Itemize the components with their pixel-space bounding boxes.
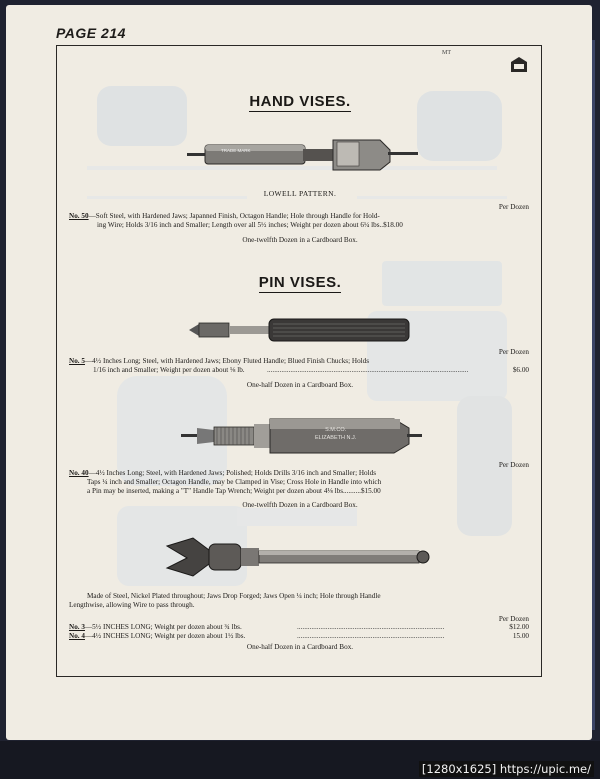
pin-vise-5-price: $6.00 bbox=[512, 366, 529, 374]
nickel-pin-vise-description: Made of Steel, Nickel Plated throughout; Jaws Drop Forged; Jaws Open ¼ inch; Hole through Handle bbox=[87, 592, 381, 600]
nickel-pin-vise-per-dozen: Per Dozen bbox=[498, 615, 529, 623]
nickel-pin-vise-description-2: Lengthwise, allowing Wire to pass through. bbox=[69, 601, 195, 609]
price-no-4: 15.00 bbox=[512, 632, 529, 640]
pin-vise-5-description: No. 5—4½ Inches Long; Steel, with Hardened Jaws; Ebony Fluted Handle; Blued Finish Chucks; Holds bbox=[69, 357, 370, 365]
price-no-3: $12.00 bbox=[509, 623, 529, 631]
page-frame bbox=[56, 45, 542, 677]
hand-vise-description: No. 50—Soft Steel, with Hardened Jaws; Japanned Finish, Octagon Handle; Hole through Handle for Hold- bbox=[69, 212, 380, 220]
corner-mark: MT bbox=[442, 50, 451, 56]
pin-vise-40-per-dozen: Per Dozen bbox=[498, 461, 529, 469]
price-row-no-4: No. 4—4½ INCHES LONG; Weight per dozen about 1½ lbs. bbox=[69, 632, 246, 640]
page-number: PAGE 214 bbox=[56, 25, 126, 41]
pin-vise-40-description-2: Taps ¼ inch and Smaller; Octagon Handle, may be Clamped in Vise; Cross Hole in Handle into which bbox=[87, 478, 382, 486]
item-number: No. 5 bbox=[69, 357, 85, 365]
pin-vises-title: PIN VISES. bbox=[258, 274, 342, 291]
price-row-no-3: No. 3—5½ INCHES LONG; Weight per dozen about ¾ lbs. bbox=[69, 623, 242, 631]
leader-dots: .................................................................................. bbox=[297, 632, 445, 640]
item-number: No. 50 bbox=[69, 212, 89, 220]
leader-dots: ................................................................................................................ bbox=[267, 366, 469, 374]
pin-vise-40-description: No. 40—4½ Inches Long; Steel, with Hardened Jaws; Polished; Holds Drills 3/16 inch and Smaller; Holds bbox=[69, 469, 377, 477]
item-number: No. 40 bbox=[69, 469, 89, 477]
lowell-pattern-caption: LOWELL PATTERN. bbox=[263, 189, 337, 198]
hand-vise-description-2: ing Wire; Holds 3/16 inch and Smaller; Length over all 5½ inches; Weight per dozen about 6¼ lbs..$18.00 bbox=[97, 221, 403, 229]
lowell-hand-vise-illustration bbox=[185, 132, 425, 178]
smco-stamp: S.M.CO. ELIZABETH N.J. bbox=[315, 427, 357, 441]
nickel-pin-vise-box-note: One-half Dozen in a Cardboard Box. bbox=[246, 643, 354, 651]
hand-vise-trademark-stamp: TRADE MARK bbox=[221, 148, 251, 153]
smco-pin-vise-illustration bbox=[179, 416, 429, 456]
leader-dots: .................................................................................. bbox=[297, 623, 445, 631]
brand-logo-icon bbox=[510, 56, 528, 74]
pin-vise-40-box-note: One-twelfth Dozen in a Cardboard Box. bbox=[242, 501, 358, 509]
item-number: No. 4 bbox=[69, 632, 85, 640]
item-number: No. 3 bbox=[69, 623, 85, 631]
fluted-pin-vise-illustration bbox=[187, 316, 417, 344]
image-watermark: [1280x1625] https://upic.me/ bbox=[419, 761, 594, 777]
hand-vise-box-note: One-twelfth Dozen in a Cardboard Box. bbox=[242, 236, 358, 244]
pin-vise-5-box-note: One-half Dozen in a Cardboard Box. bbox=[246, 381, 354, 389]
hand-vises-title: HAND VISES. bbox=[249, 93, 351, 110]
pin-vise-5-description-2: 1/16 inch and Smaller; Weight per dozen about ⅛ lb. bbox=[93, 366, 245, 374]
hand-vise-per-dozen: Per Dozen bbox=[498, 203, 529, 211]
nickel-pin-vise-illustration bbox=[165, 532, 435, 582]
pin-vise-40-description-3: a Pin may be inserted, making a "T" Handle Tap Wrench; Weight per dozen about 4⅛ lbs..........$15.00 bbox=[87, 487, 381, 495]
pin-vise-5-per-dozen: Per Dozen bbox=[498, 348, 529, 356]
